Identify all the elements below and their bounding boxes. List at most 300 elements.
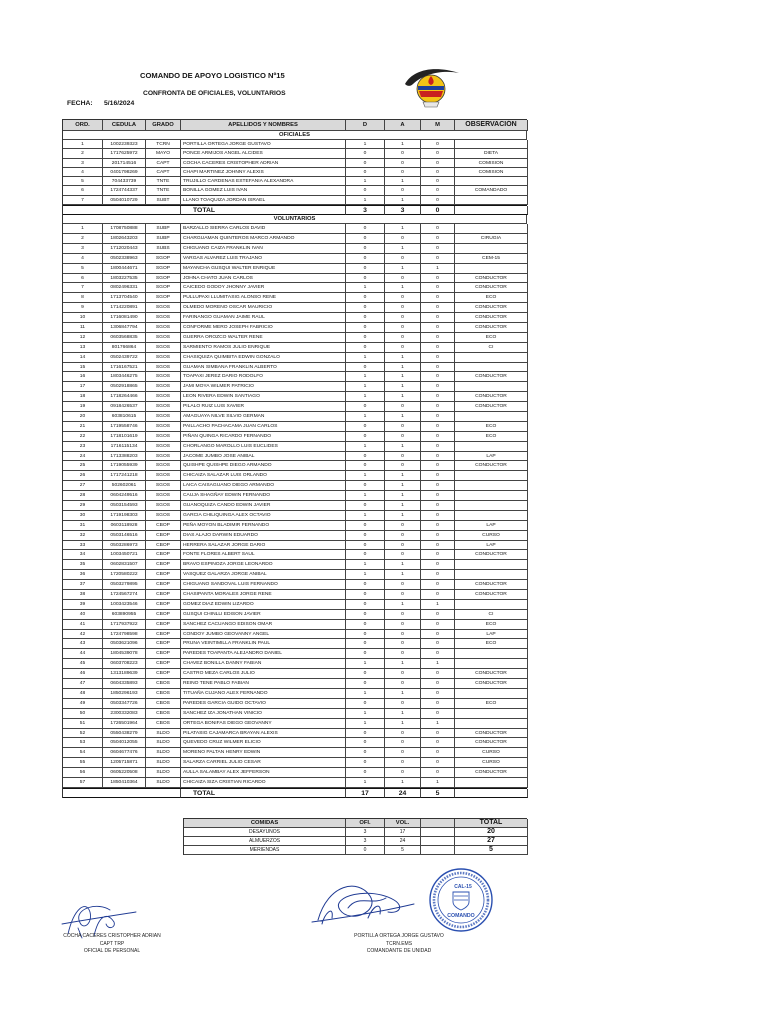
cell-grado: SGOS: [146, 452, 181, 462]
cell-nombre: PULLUPAXI LLUMITASIG ALONSO RENE: [181, 293, 346, 303]
cell-grado: SLDO: [146, 738, 181, 748]
cell-a: 0: [385, 254, 421, 264]
cell-ord: 52: [63, 729, 103, 739]
cell-grado: SGOS: [146, 471, 181, 481]
meals-header-blank: [421, 819, 455, 828]
cell-m: 0: [421, 323, 455, 333]
date-value: 5/16/2024: [104, 100, 135, 107]
cell-a: 1: [385, 481, 421, 491]
cell-d: 0: [346, 590, 385, 600]
cell-nombre: CHORLANGO MAROLLO LUIS EUCLIDES: [181, 442, 346, 452]
total-obs-blank: [455, 206, 528, 215]
cell-obs: [455, 471, 528, 481]
cell-d: 1: [346, 560, 385, 570]
oficiales-total-row: [63, 205, 527, 215]
cell-d: 1: [346, 709, 385, 719]
cell-ord: 16: [63, 372, 103, 382]
cell-obs: [455, 600, 528, 610]
meal-ofi: 0: [346, 846, 385, 855]
cell-m: 0: [421, 590, 455, 600]
cell-m: 0: [421, 729, 455, 739]
cell-m: 0: [421, 372, 455, 382]
cell-a: 0: [385, 649, 421, 659]
cell-grado: SGOS: [146, 432, 181, 442]
cell-d: 0: [346, 669, 385, 679]
cell-obs: [455, 177, 528, 186]
cell-ord: 35: [63, 560, 103, 570]
table-row: [63, 196, 527, 205]
cell-grado: SGOS: [146, 491, 181, 501]
meals-header-total: TOTAL: [455, 819, 528, 828]
cell-a: 0: [385, 343, 421, 353]
cell-ord: 56: [63, 768, 103, 778]
meal-vol: 24: [385, 837, 421, 846]
cell-nombre: FONTE FLORES ALBERT SAUL: [181, 550, 346, 560]
cell-obs: CURSO: [455, 531, 528, 541]
cell-nombre: SARMIENTO RAMOS JULIO ENRIQUE: [181, 343, 346, 353]
cell-m: 0: [421, 639, 455, 649]
cell-grado: SGOS: [146, 303, 181, 313]
signer-role: COMANDANTE DE UNIDAD: [366, 948, 432, 954]
table-row: [63, 669, 527, 679]
cell-m: 1: [421, 778, 455, 788]
stamp-top-text: CAL-15: [454, 884, 472, 890]
cell-grado: SGOS: [146, 481, 181, 491]
cell-obs: [455, 511, 528, 521]
cell-ord: 53: [63, 738, 103, 748]
personnel-table: [62, 119, 527, 798]
cell-m: 0: [421, 186, 455, 195]
cell-ord: 51: [63, 719, 103, 729]
cell-a: 1: [385, 372, 421, 382]
cell-a: 0: [385, 758, 421, 768]
cell-ord: 27: [63, 481, 103, 491]
cell-obs: CONDUCTOR: [455, 580, 528, 590]
table-row: [63, 382, 527, 392]
table-row: [63, 659, 527, 669]
table-row: [63, 274, 527, 284]
meal-vol: 17: [385, 828, 421, 837]
meal-vol: 5: [385, 846, 421, 855]
cell-ord: 31: [63, 521, 103, 531]
cell-nombre: PONCE ARMIJOS ANGEL ALCIDES: [181, 149, 346, 158]
cell-nombre: TRUJILLO CARDENAS ESTEFANIA ALEXANDRA: [181, 177, 346, 186]
cell-cedula: 603890955: [103, 610, 146, 620]
cell-grado: SGOS: [146, 382, 181, 392]
cell-cedula: 0503286973: [103, 541, 146, 551]
cell-obs: LAP: [455, 541, 528, 551]
cell-m: 0: [421, 234, 455, 244]
cell-nombre: GARCIA CHILIQUINGA ALEX OCTAVIO: [181, 511, 346, 521]
cell-m: 0: [421, 432, 455, 442]
cell-ord: 37: [63, 580, 103, 590]
table-row: [63, 729, 527, 739]
cell-cedula: 704433739: [103, 177, 146, 186]
cell-d: 0: [346, 363, 385, 373]
signer-role: OFICIAL DE PERSONAL: [83, 948, 141, 954]
cell-cedula: 0503279895: [103, 580, 146, 590]
cell-a: 0: [385, 323, 421, 333]
table-row: [63, 550, 527, 560]
cell-ord: 44: [63, 649, 103, 659]
cell-a: 0: [385, 274, 421, 284]
total-label: TOTAL: [181, 206, 346, 215]
cell-grado: CBOP: [146, 550, 181, 560]
cell-m: 0: [421, 140, 455, 149]
table-row: [63, 303, 527, 313]
cell-nombre: TITUAÑA CUJANO ALEX FERNANDO: [181, 689, 346, 699]
cell-a: 0: [385, 610, 421, 620]
cell-ord: 49: [63, 699, 103, 709]
cell-d: 1: [346, 570, 385, 580]
cell-obs: [455, 196, 528, 205]
cell-d: 0: [346, 402, 385, 412]
cell-obs: [455, 649, 528, 659]
meal-ofi: 3: [346, 828, 385, 837]
meal-total: 27: [455, 837, 528, 846]
cell-d: 1: [346, 689, 385, 699]
cell-nombre: JAMI MOYA WILMER PATRICIO: [181, 382, 346, 392]
cell-grado: CBOP: [146, 580, 181, 590]
cell-grado: SGOP: [146, 254, 181, 264]
cell-m: 0: [421, 283, 455, 293]
cell-d: 0: [346, 343, 385, 353]
cell-cedula: 1712020443: [103, 244, 146, 254]
cell-ord: 5: [63, 177, 103, 186]
cell-cedula: 0504010729: [103, 196, 146, 205]
cell-ord: 1: [63, 140, 103, 149]
cell-a: 0: [385, 149, 421, 158]
table-row: [63, 481, 527, 491]
cell-obs: ECO: [455, 639, 528, 649]
header-m: M: [421, 120, 455, 131]
cell-nombre: HERRERA SALAZAR JORGE DARIO: [181, 541, 346, 551]
cell-nombre: MORENO PALTAN HENRY EDWIN: [181, 748, 346, 758]
cell-obs: [455, 501, 528, 511]
cell-d: 0: [346, 224, 385, 234]
cell-cedula: 1726501964: [103, 719, 146, 729]
cell-grado: SLDO: [146, 729, 181, 739]
cell-ord: 32: [63, 531, 103, 541]
cell-grado: MAYO: [146, 149, 181, 158]
cell-cedula: 1717937922: [103, 620, 146, 630]
cell-a: 1: [385, 560, 421, 570]
table-row: [63, 738, 527, 748]
cell-grado: SLDO: [146, 768, 181, 778]
cell-grado: SGOP: [146, 274, 181, 284]
table-row: [63, 140, 527, 149]
cell-ord: 43: [63, 639, 103, 649]
cell-cedula: 1717625972: [103, 149, 146, 158]
cell-m: 0: [421, 402, 455, 412]
cell-ord: 18: [63, 392, 103, 402]
cell-grado: SGOS: [146, 313, 181, 323]
cell-obs: CONDUCTOR: [455, 729, 528, 739]
cell-d: 0: [346, 244, 385, 254]
cell-ord: 34: [63, 550, 103, 560]
cell-grado: CBOP: [146, 659, 181, 669]
cell-d: 1: [346, 177, 385, 186]
cell-m: 1: [421, 264, 455, 274]
cell-m: 0: [421, 382, 455, 392]
cell-a: 1: [385, 224, 421, 234]
cell-d: 0: [346, 313, 385, 323]
cell-cedula: 0603708223: [103, 659, 146, 669]
cell-cedula: 1003423546: [103, 600, 146, 610]
cell-grado: CBOS: [146, 679, 181, 689]
cell-obs: CONDUCTOR: [455, 590, 528, 600]
cell-cedula: 1313189639: [103, 669, 146, 679]
cell-d: 0: [346, 649, 385, 659]
cell-a: 1: [385, 196, 421, 205]
header-observacion: OBSERVACIÓN: [455, 120, 528, 131]
cell-grado: CBOP: [146, 620, 181, 630]
cell-m: 0: [421, 748, 455, 758]
cell-nombre: CHARGUAMAN QUINTEROS MARCO ARMANDO: [181, 234, 346, 244]
cell-d: 0: [346, 699, 385, 709]
cell-grado: SLDO: [146, 778, 181, 788]
cell-cedula: 0503154593: [103, 501, 146, 511]
cell-a: 1: [385, 177, 421, 186]
table-row: [63, 649, 527, 659]
cell-a: 0: [385, 768, 421, 778]
cell-cedula: 1716115134: [103, 442, 146, 452]
cell-m: 0: [421, 679, 455, 689]
cell-a: 1: [385, 778, 421, 788]
cell-m: 0: [421, 570, 455, 580]
cell-d: 0: [346, 481, 385, 491]
table-row: [63, 580, 527, 590]
cell-nombre: TOAPAXI JEREZ DARIO RODOLFO: [181, 372, 346, 382]
cell-d: 0: [346, 768, 385, 778]
cell-d: 1: [346, 196, 385, 205]
cell-obs: [455, 412, 528, 422]
cell-nombre: GUAMAN SIMBANA FRANKLIN ALBERTO: [181, 363, 346, 373]
cell-cedula: 0401798269: [103, 168, 146, 177]
cell-nombre: CAUJA SHAGÑAY EDWIN FERNANDO: [181, 491, 346, 501]
cell-obs: CONDUCTOR: [455, 323, 528, 333]
cell-obs: [455, 570, 528, 580]
unit-emblem-logo: [403, 64, 461, 110]
cell-a: 0: [385, 630, 421, 640]
cell-ord: 6: [63, 274, 103, 284]
cell-a: 1: [385, 412, 421, 422]
cell-cedula: 0604677476: [103, 748, 146, 758]
table-row: [63, 353, 527, 363]
table-header-row: [63, 120, 527, 131]
total-obs-blank: [455, 789, 528, 798]
cell-nombre: BONILLA GOMEZ LUIS IVAN: [181, 186, 346, 195]
cell-nombre: VASQUEZ GALARZA JORGE ANIBAL: [181, 570, 346, 580]
cell-obs: [455, 778, 528, 788]
cell-grado: SGOS: [146, 363, 181, 373]
cell-grado: SGOS: [146, 402, 181, 412]
cell-obs: [455, 689, 528, 699]
cell-m: 0: [421, 491, 455, 501]
cell-m: 0: [421, 422, 455, 432]
cell-grado: CAPT: [146, 159, 181, 168]
cell-nombre: JOHNA CHATO JUAN CARLOS: [181, 274, 346, 284]
cell-a: 1: [385, 471, 421, 481]
cell-ord: 41: [63, 620, 103, 630]
cell-d: 0: [346, 159, 385, 168]
cell-cedula: 1714220891: [103, 303, 146, 313]
cell-m: 0: [421, 353, 455, 363]
cell-m: 0: [421, 177, 455, 186]
cell-ord: 39: [63, 600, 103, 610]
cell-ord: 46: [63, 669, 103, 679]
cell-cedula: 1716167521: [103, 363, 146, 373]
cell-a: 0: [385, 333, 421, 343]
cell-m: 0: [421, 550, 455, 560]
cell-a: 0: [385, 699, 421, 709]
cell-m: 0: [421, 159, 455, 168]
cell-m: 0: [421, 580, 455, 590]
table-row: [63, 224, 527, 234]
cell-cedula: 1719198303: [103, 511, 146, 521]
cell-cedula: 0504012055: [103, 738, 146, 748]
cell-cedula: 0918426537: [103, 402, 146, 412]
table-row: [63, 758, 527, 768]
table-row: [63, 461, 527, 471]
cell-d: 1: [346, 719, 385, 729]
cell-a: 0: [385, 293, 421, 303]
cell-d: 0: [346, 541, 385, 551]
meal-name: MERIENDAS: [184, 846, 346, 855]
table-row: [63, 501, 527, 511]
cell-m: 0: [421, 630, 455, 640]
cell-nombre: GOMEZ DIAZ EDWIN LIZARDO: [181, 600, 346, 610]
cell-ord: 33: [63, 541, 103, 551]
cell-cedula: 1719055939: [103, 461, 146, 471]
cell-ord: 6: [63, 186, 103, 195]
cell-ord: 2: [63, 149, 103, 158]
cell-nombre: CHASIPANTA MORALES JORGE RENE: [181, 590, 346, 600]
cell-a: 1: [385, 140, 421, 149]
table-row: [63, 491, 527, 501]
cell-a: 1: [385, 491, 421, 501]
cell-m: 0: [421, 333, 455, 343]
cell-ord: 11: [63, 323, 103, 333]
cell-cedula: 801766864: [103, 343, 146, 353]
cell-obs: CONDUCTOR: [455, 372, 528, 382]
cell-m: 0: [421, 244, 455, 254]
cell-m: 0: [421, 293, 455, 303]
cell-cedula: 0502918865: [103, 382, 146, 392]
signer-name: PORTILLA ORTEGA JORGE GUSTAVO: [354, 933, 444, 939]
total-blank-cell: [63, 206, 181, 215]
cell-m: 0: [421, 303, 455, 313]
table-row: [63, 264, 527, 274]
cell-cedula: 1803227535: [103, 274, 146, 284]
cell-m: 0: [421, 452, 455, 462]
cell-d: 0: [346, 264, 385, 274]
cell-cedula: 1713388203: [103, 452, 146, 462]
cell-cedula: 1716081490: [103, 313, 146, 323]
cell-nombre: AMAGUAYA NILVE SILVIO GERMAN: [181, 412, 346, 422]
cell-m: 0: [421, 274, 455, 284]
cell-m: 0: [421, 511, 455, 521]
cell-a: 0: [385, 669, 421, 679]
cell-m: 0: [421, 709, 455, 719]
stamp-emblem-stripes: [454, 896, 468, 900]
unit-stamp: [427, 866, 495, 934]
meals-header-vol: VOL.: [385, 819, 421, 828]
cell-obs: [455, 491, 528, 501]
signer-name: COCHA CACERES CRISTOPHER ADRIAN: [63, 933, 161, 939]
document-title: COMANDO DE APOYO LOGISTICO Nº15: [140, 71, 285, 80]
table-row: [63, 630, 527, 640]
cell-d: 1: [346, 392, 385, 402]
cell-m: 0: [421, 689, 455, 699]
cell-m: 0: [421, 521, 455, 531]
cell-ord: 2: [63, 234, 103, 244]
table-row: [63, 254, 527, 264]
cell-m: 0: [421, 501, 455, 511]
table-row: [63, 531, 527, 541]
cell-nombre: CHIGUANO SANDOVAL LUIS FERNANDO: [181, 580, 346, 590]
cell-ord: 29: [63, 501, 103, 511]
table-row: [63, 768, 527, 778]
cell-cedula: 0550438279: [103, 729, 146, 739]
cell-cedula: 201714516: [103, 159, 146, 168]
cell-cedula: 0603568835: [103, 333, 146, 343]
stamp-emblem-icon: [453, 892, 469, 910]
cell-ord: 45: [63, 659, 103, 669]
cell-nombre: MAYANCHA GUSQUI WALTER ENRIQUE: [181, 264, 346, 274]
cell-grado: SGOS: [146, 333, 181, 343]
cell-grado: CBOS: [146, 719, 181, 729]
cell-cedula: 603810615: [103, 412, 146, 422]
meals-table: [183, 818, 527, 855]
cell-ord: 36: [63, 570, 103, 580]
cell-grado: SGOS: [146, 501, 181, 511]
total-m: 5: [421, 789, 455, 798]
table-row: [63, 402, 527, 412]
cell-obs: LAP: [455, 630, 528, 640]
cell-obs: COMISION: [455, 159, 528, 168]
cell-a: 1: [385, 442, 421, 452]
cell-d: 0: [346, 679, 385, 689]
signature-block-unit-commander: [339, 933, 459, 956]
cell-d: 0: [346, 333, 385, 343]
cell-grado: SGOP: [146, 264, 181, 274]
cell-d: 1: [346, 491, 385, 501]
cell-ord: 54: [63, 748, 103, 758]
cell-ord: 28: [63, 491, 103, 501]
cell-grado: CAPT: [146, 168, 181, 177]
cell-grado: CBOP: [146, 541, 181, 551]
table-row: [63, 244, 527, 254]
cell-nombre: BARZALLO SIERRA CARLOS DAVID: [181, 224, 346, 234]
cell-grado: SGOS: [146, 442, 181, 452]
cell-cedula: 0802496331: [103, 283, 146, 293]
cell-d: 0: [346, 274, 385, 284]
cell-m: 0: [421, 738, 455, 748]
cell-cedula: 0502338963: [103, 254, 146, 264]
cell-ord: 1: [63, 224, 103, 234]
stamp-bottom-text: COMANDO: [447, 913, 475, 919]
cell-m: 0: [421, 610, 455, 620]
table-row: [63, 620, 527, 630]
table-row: [63, 392, 527, 402]
table-row: [63, 422, 527, 432]
cell-nombre: PILATASIG CAJAMARCA BRAYAN ALEXIS: [181, 729, 346, 739]
cell-nombre: JACOME JUMBO JOSE ANIBAL: [181, 452, 346, 462]
section-label-voluntarios: VOLUNTARIOS: [63, 215, 527, 224]
cell-nombre: BRAVO ESPINOZA JORGE LEONARDO: [181, 560, 346, 570]
header-a: A: [385, 120, 421, 131]
